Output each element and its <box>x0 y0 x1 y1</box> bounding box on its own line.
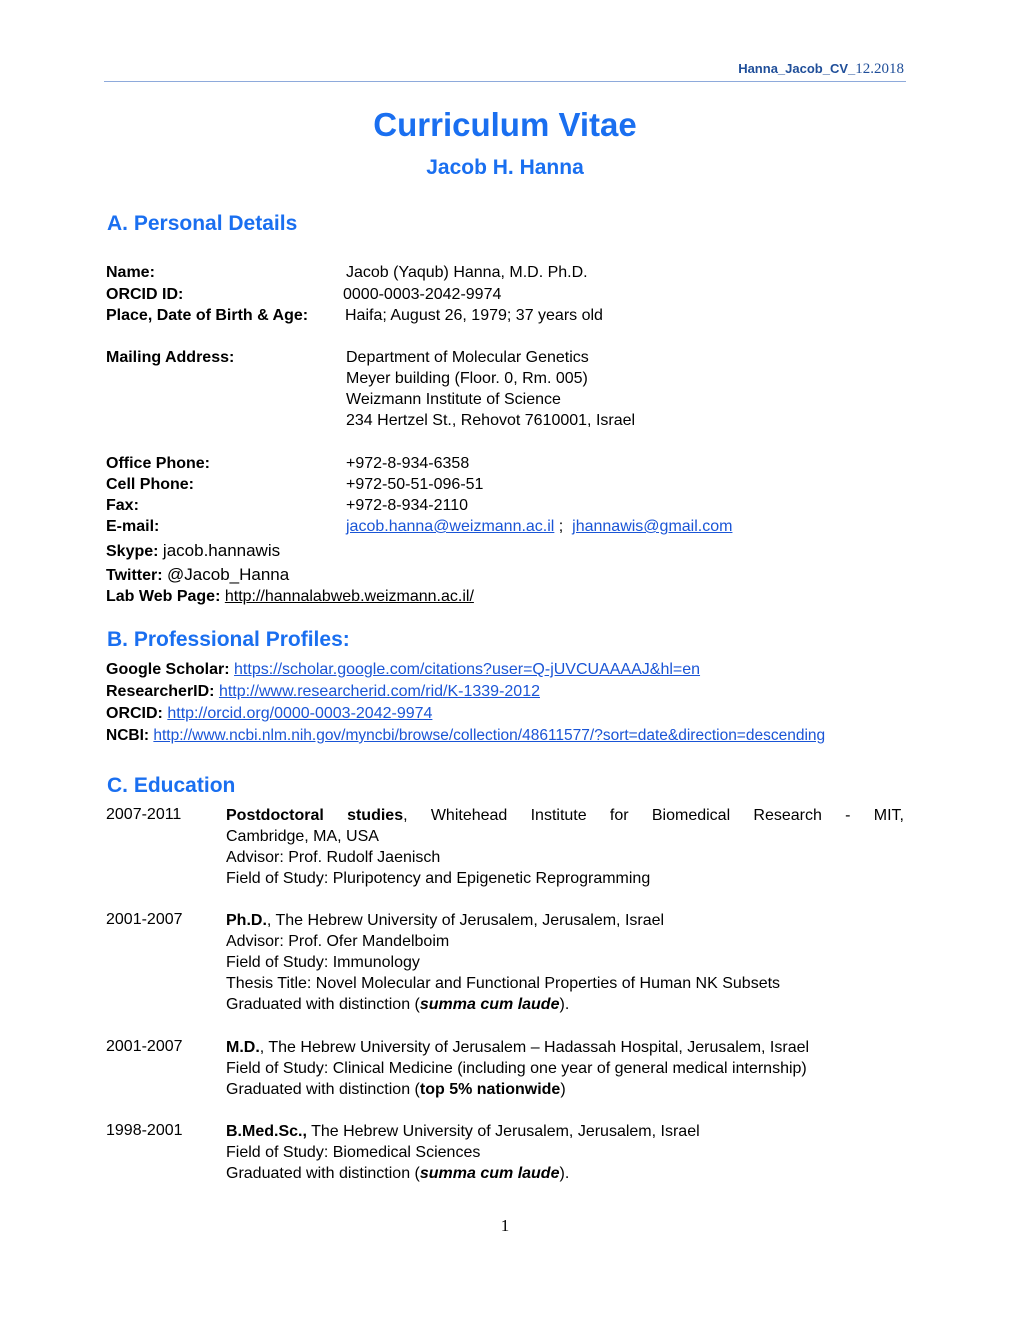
section-heading-profiles: B. Professional Profiles: <box>107 628 350 651</box>
birth-row: Place, Date of Birth & Age: <box>106 307 309 324</box>
education-detail: Field of Study: Clinical Medicine (including one year of general medical internship) <box>226 1060 807 1077</box>
office-value: +972-8-934-6358 <box>346 455 470 472</box>
ncbi-link[interactable]: http://www.ncbi.nlm.nih.gov/myncbi/browse/collection/48611577/?sort=date&direction=descending <box>153 727 826 744</box>
google-scholar-link[interactable]: https://scholar.google.com/citations?user=Q-jUVCUAAAAJ&hl=en <box>234 661 701 678</box>
profile-ncbi: NCBI: http://www.ncbi.nlm.nih.gov/myncbi/browse/collection/48611577/?sort=date&direction=descending <box>106 727 826 744</box>
running-header <box>738 61 904 78</box>
education-distinction: Graduated with distinction (top 5% nationwide) <box>226 1081 566 1098</box>
education-detail: Advisor: Prof. Ofer Mandelboim <box>226 933 450 950</box>
mail-line-1: Department of Molecular Genetics <box>346 349 589 366</box>
email-link-2[interactable]: jhannawis@gmail.com <box>572 518 733 535</box>
mail-row: Mailing Address: <box>106 349 235 366</box>
section-heading-personal: A. Personal Details <box>107 212 298 235</box>
section-heading-education: C. Education <box>107 774 236 797</box>
education-detail: Field of Study: Biomedical Sciences <box>226 1144 481 1161</box>
fax-row: Fax: <box>106 497 139 514</box>
skype-row: Skype: jacob.hannawis <box>106 541 281 560</box>
twitter-value: @Jacob_Hanna <box>167 565 290 584</box>
office-row: Office Phone: <box>106 455 211 472</box>
header-rule <box>104 81 906 82</box>
orcid-value: 0000-0003-2042-9974 <box>343 286 502 303</box>
lab-web-link[interactable]: http://hannalabweb.weizmann.ac.il/ <box>224 588 474 605</box>
education-years: 2007-2011 <box>106 806 182 823</box>
education-entry-md: M.D., The Hebrew University of Jerusalem – Hadassah Hospital, Jerusalem, Israel <box>226 1039 810 1056</box>
education-entry-phd: Ph.D., The Hebrew University of Jerusalem, Jerusalem, Israel <box>226 912 665 929</box>
fax-value: +972-8-934-2110 <box>346 497 469 514</box>
mail-line-4: 234 Hertzel St., Rehovot 7610001, Israel <box>346 412 636 429</box>
education-entry-postdoc: Postdoctoral studies, Whitehead Institute for Biomedical Research - MIT, <box>226 807 904 824</box>
education-entry-postdoc-cont: Cambridge, MA, USA <box>226 828 379 845</box>
header-date: 12.2018 <box>855 61 904 77</box>
education-years: 2001-2007 <box>106 911 183 928</box>
cell-row: Cell Phone: <box>106 476 195 493</box>
document-subtitle: Jacob H. Hanna <box>426 156 584 179</box>
page-number: 1 <box>500 1216 510 1235</box>
researcherid-link[interactable]: http://www.researcherid.com/rid/K-1339-2012 <box>218 683 540 700</box>
cell-value: +972-50-51-096-51 <box>346 476 484 493</box>
education-entry-bmedsc: B.Med.Sc., The Hebrew University of Jerusalem, Jerusalem, Israel <box>226 1123 700 1140</box>
name-row: Name: <box>106 264 155 281</box>
twitter-row: Twitter: @Jacob_Hanna <box>106 565 290 584</box>
document-title: Curriculum Vitae <box>373 106 637 143</box>
mail-line-2: Meyer building (Floor. 0, Rm. 005) <box>346 370 588 387</box>
orcid-link[interactable]: http://orcid.org/0000-0003-2042-9974 <box>167 705 433 722</box>
education-distinction: Graduated with distinction (summa cum laude). <box>226 996 570 1013</box>
education-years: 1998-2001 <box>106 1122 183 1139</box>
education-detail: Advisor: Prof. Rudolf Jaenisch <box>226 849 441 866</box>
education-distinction: Graduated with distinction (summa cum laude). <box>226 1165 570 1182</box>
email-row: E-mail: <box>106 518 160 535</box>
orcid-row: ORCID ID: <box>106 286 184 303</box>
email-values: jacob.hanna@weizmann.ac.il ; jhannawis@gmail.com <box>346 518 733 535</box>
header-filename: Hanna_Jacob_CV_ <box>738 61 856 76</box>
education-years: 2001-2007 <box>106 1038 183 1055</box>
skype-value: jacob.hannawis <box>162 541 281 560</box>
birth-value: Haifa; August 26, 1979; 37 years old <box>345 307 603 324</box>
profile-researcherid: ResearcherID: http://www.researcherid.com/rid/K-1339-2012 <box>106 683 540 700</box>
email-link-1[interactable]: jacob.hanna@weizmann.ac.il <box>346 518 555 535</box>
education-detail: Thesis Title: Novel Molecular and Functional Properties of Human NK Subsets <box>226 975 781 992</box>
education-detail: Field of Study: Pluripotency and Epigenetic Reprogramming <box>226 870 651 887</box>
lab-web-row: Lab Web Page: http://hannalabweb.weizmann.ac.il/ <box>106 588 474 605</box>
profile-orcid: ORCID: http://orcid.org/0000-0003-2042-9974 <box>106 705 433 722</box>
mail-line-3: Weizmann Institute of Science <box>346 391 561 408</box>
name-value: Jacob (Yaqub) Hanna, M.D. Ph.D. <box>346 264 588 281</box>
education-detail: Field of Study: Immunology <box>226 954 420 971</box>
profile-google-scholar: Google Scholar: https://scholar.google.com/citations?user=Q-jUVCUAAAAJ&hl=en <box>106 661 701 678</box>
